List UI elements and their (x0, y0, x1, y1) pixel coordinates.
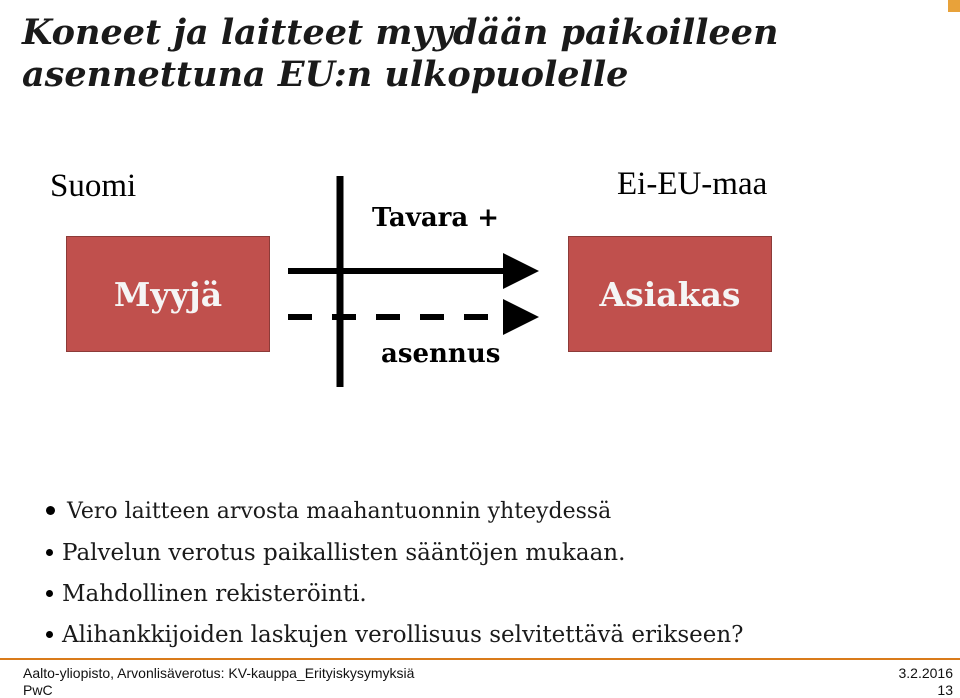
bullet-text: Alihankkijoiden laskujen verollisuus selvitettävä erikseen? (62, 622, 744, 648)
bullet-dot-icon (46, 506, 55, 515)
bullet-text: Vero laitteen arvosta maahantuonnin yhteydessä (67, 499, 612, 524)
buyer-label: Asiakas (599, 274, 741, 314)
list-item (46, 538, 926, 579)
bullet-list (46, 497, 926, 661)
footer-date: 3.2.2016 (898, 665, 953, 681)
right-region-label: Ei-EU-maa (617, 166, 768, 202)
title-line-2: asennettuna EU:n ulkopuolelle (22, 54, 629, 95)
page-number: 13 (937, 682, 953, 698)
bullet-text: Palvelun verotus paikallisten sääntöjen mukaan. (62, 540, 626, 566)
left-region-label: Suomi (50, 168, 137, 204)
seller-box (66, 236, 270, 352)
list-item (46, 579, 926, 620)
footer-divider (0, 658, 960, 660)
seller-label: Myyjä (113, 274, 223, 314)
footer-organization: PwC (23, 682, 53, 698)
title-line-1: Koneet ja laitteet myydään paikoilleen (22, 12, 779, 53)
bullet-dot-icon (46, 590, 53, 597)
installation-label: asennus (381, 339, 501, 369)
list-item (46, 497, 926, 538)
buyer-box (568, 236, 772, 352)
list-item (46, 620, 926, 661)
bullet-dot-icon (46, 631, 53, 638)
goods-label: Tavara + (372, 203, 500, 233)
bullet-dot-icon (46, 549, 53, 556)
footer-source: Aalto-yliopisto, Arvonlisäverotus: KV-kauppa_Erityiskysymyksiä (23, 665, 415, 681)
bullet-text: Mahdollinen rekisteröinti. (62, 581, 367, 607)
